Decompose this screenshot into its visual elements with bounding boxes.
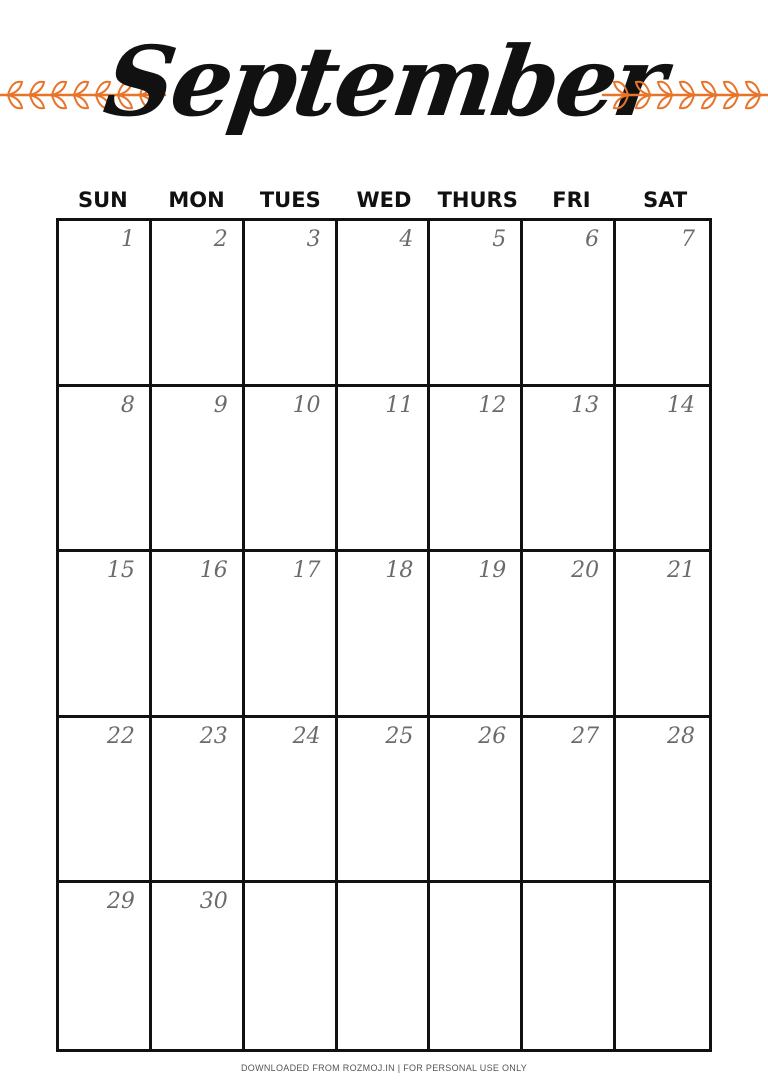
day-number: 21: [666, 558, 695, 584]
day-cell: [616, 718, 709, 884]
day-number: 9: [213, 392, 228, 418]
day-number: 5: [492, 227, 507, 252]
day-cell: [245, 387, 338, 553]
day-cell: [523, 552, 616, 718]
day-cell: [430, 718, 523, 884]
day-number: 11: [385, 392, 414, 418]
day-number: 18: [385, 558, 414, 584]
day-cell: [338, 552, 431, 718]
weekday-sat: SAT: [643, 188, 688, 212]
weekday-fri: FRI: [552, 188, 591, 212]
day-number: 24: [292, 723, 321, 749]
day-number: 10: [292, 392, 321, 418]
day-number: 29: [106, 889, 135, 915]
day-cell: [338, 883, 431, 1049]
day-cell: [523, 718, 616, 884]
day-number: 26: [478, 723, 507, 749]
day-cell: [59, 552, 152, 718]
day-cell: [430, 221, 523, 387]
day-cell: [430, 883, 523, 1049]
day-number: 30: [199, 889, 228, 915]
day-cell: [152, 883, 245, 1049]
weekday-mon: MON: [168, 188, 225, 212]
day-number: 28: [666, 723, 695, 749]
day-cell: [59, 718, 152, 884]
weekday-thurs: THURS: [437, 188, 518, 212]
day-cell: [152, 221, 245, 387]
day-cell: [338, 221, 431, 387]
weekday-tues: TUES: [259, 188, 321, 212]
day-cell: [152, 387, 245, 553]
day-cell: [152, 718, 245, 884]
day-number: 20: [571, 558, 600, 584]
day-cell: [245, 221, 338, 387]
calendar-grid: [56, 218, 712, 1052]
day-cell: [523, 221, 616, 387]
day-number: 13: [571, 392, 600, 418]
day-cell: [245, 718, 338, 884]
day-cell: [338, 718, 431, 884]
day-number: 14: [666, 392, 695, 418]
day-cell: [152, 552, 245, 718]
day-cell: [338, 387, 431, 553]
day-number: 23: [199, 723, 228, 749]
day-cell: [59, 883, 152, 1049]
weekday-sun: SUN: [77, 188, 128, 212]
day-cell: [616, 387, 709, 553]
day-number: 12: [478, 392, 507, 418]
day-number: 27: [571, 723, 600, 749]
day-number: 8: [120, 392, 135, 418]
day-number: 4: [399, 227, 414, 252]
day-number: 3: [306, 227, 321, 252]
month-title: September: [97, 25, 671, 138]
day-cell: [523, 387, 616, 553]
weekday-header-row: [56, 184, 712, 216]
day-number: 22: [106, 723, 135, 749]
day-cell: [245, 883, 338, 1049]
day-number: 16: [199, 558, 228, 584]
day-number: 2: [213, 227, 228, 252]
day-number: 1: [120, 227, 135, 252]
day-cell: [523, 883, 616, 1049]
day-cell: [616, 221, 709, 387]
day-cell: [59, 387, 152, 553]
day-cell: [430, 387, 523, 553]
day-cell: [616, 883, 709, 1049]
day-number: 6: [585, 227, 600, 252]
day-number: 25: [385, 723, 414, 749]
day-cell: [59, 221, 152, 387]
day-cell: [430, 552, 523, 718]
day-cell: [616, 552, 709, 718]
day-number: 7: [680, 227, 695, 252]
day-number: 15: [106, 558, 135, 584]
leaf-vine-right-icon: [593, 70, 768, 120]
day-number: 19: [478, 558, 507, 584]
weekday-wed: WED: [356, 188, 412, 212]
day-cell: [245, 552, 338, 718]
footer-note: DOWNLOADED FROM ROZMOJ.IN | FOR PERSONAL USE ONLY: [240, 1063, 528, 1073]
day-number: 17: [292, 558, 321, 584]
